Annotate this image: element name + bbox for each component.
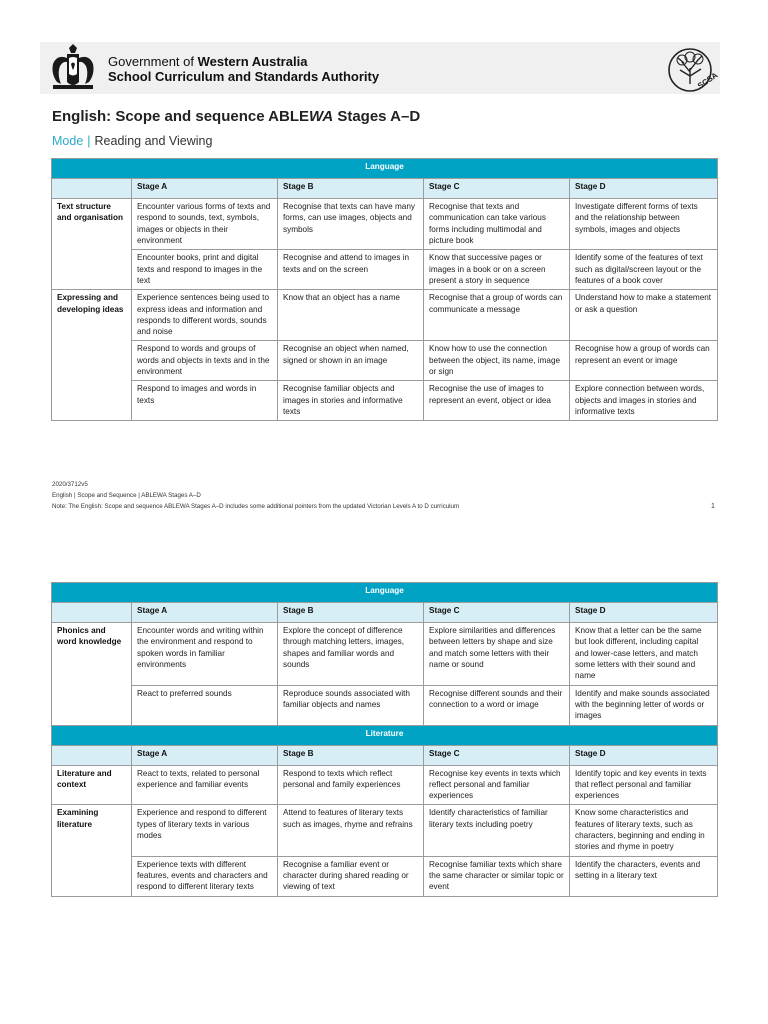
section-header-row xyxy=(52,159,718,179)
scsa-logo-text: SCSA xyxy=(695,70,720,91)
scope-table-1 xyxy=(51,158,718,421)
stage-header-row xyxy=(52,179,718,199)
stage-header: Stage A xyxy=(132,745,278,765)
table-row xyxy=(52,341,718,381)
mode-value: Reading and Viewing xyxy=(94,134,213,148)
table-row xyxy=(52,805,718,856)
table-cell: Respond to texts which reflect personal and family experiences xyxy=(278,765,424,805)
section-header-language: Language xyxy=(52,583,718,603)
footer-doc-code: 2020/3712v5 xyxy=(52,481,88,488)
table-cell: Respond to images and words in texts xyxy=(132,381,278,421)
table-cell: Know that a letter can be the same but look different, including capital and lower-case letters, and match some letters with their sound and name xyxy=(570,623,718,686)
table-row xyxy=(52,290,718,341)
authority-name: School Curriculum and Standards Authority xyxy=(108,69,380,84)
table-cell: Encounter various forms of texts and respond to sounds, text, symbols, images or objects in their environment xyxy=(132,199,278,250)
stage-header: Stage D xyxy=(570,745,718,765)
table-cell: Explore similarities and differences between letters by shape and size and match some letters with their name or sound xyxy=(424,623,570,686)
mode-label: Mode xyxy=(52,134,84,148)
stage-header: Stage B xyxy=(278,603,424,623)
row-label: Text structure and organisation xyxy=(52,199,132,290)
table-cell: Identify some of the features of text such as digital/screen layout or the features of a book cover xyxy=(570,250,718,290)
stage-header-row xyxy=(52,745,718,765)
stage-header-blank xyxy=(52,179,132,199)
section-header-literature: Literature xyxy=(52,725,718,745)
footer-note: Note: The English: Scope and sequence ABLEWA Stages A–D includes some additional pointers from the updated Victorian Levels A to D curriculum xyxy=(52,503,460,510)
table-cell: Explore connection between words, objects and images in stories and informative texts xyxy=(570,381,718,421)
table-cell: Recognise familiar objects and images in stories and informative texts xyxy=(278,381,424,421)
row-label: Literature and context xyxy=(52,765,132,805)
table-cell: Experience and respond to different types of literary texts in various modes xyxy=(132,805,278,856)
section-header-row xyxy=(52,725,718,745)
table-cell: Encounter books, print and digital texts and respond to images in the text xyxy=(132,250,278,290)
table-cell: Reproduce sounds associated with familiar objects and names xyxy=(278,685,424,725)
table-cell: Understand how to make a statement or ask a question xyxy=(570,290,718,341)
scsa-tree-logo-icon xyxy=(664,46,720,94)
stage-header: Stage B xyxy=(278,179,424,199)
mode-line xyxy=(52,134,212,148)
stage-header: Stage C xyxy=(424,745,570,765)
table-row xyxy=(52,199,718,250)
document-title: English: Scope and sequence ABLEWA Stages A–D xyxy=(52,108,421,125)
table-cell: Know some characteristics and features of literary texts, such as characters, beginning and ending in stories and rhyme in poetry xyxy=(570,805,718,856)
stage-header: Stage A xyxy=(132,179,278,199)
table-cell: Recognise the use of images to represent an event, object or idea xyxy=(424,381,570,421)
table-cell: Recognise how a group of words can represent an event or image xyxy=(570,341,718,381)
table-row xyxy=(52,250,718,290)
stage-header: Stage B xyxy=(278,745,424,765)
stage-header-blank xyxy=(52,603,132,623)
scope-table-2 xyxy=(51,582,718,897)
table-cell: Recognise an object when named, signed or shown in an image xyxy=(278,341,424,381)
table-row xyxy=(52,381,718,421)
table-cell: Identify topic and key events in texts that reflect personal and familiar experiences xyxy=(570,765,718,805)
table-row xyxy=(52,765,718,805)
table-cell: Recognise different sounds and their connection to a word or image xyxy=(424,685,570,725)
table-cell: Recognise that a group of words can communicate a message xyxy=(424,290,570,341)
table-cell: Know that successive pages or images in a book or on a screen present a story in sequence xyxy=(424,250,570,290)
table-cell: Recognise that texts can have many forms, can use images, objects and symbols xyxy=(278,199,424,250)
table-cell: Recognise that texts and communication can take various forms including multimodal and picture book xyxy=(424,199,570,250)
row-label: Expressing and developing ideas xyxy=(52,290,132,421)
stage-header: Stage C xyxy=(424,603,570,623)
table-cell: Recognise a familiar event or character during shared reading or viewing of text xyxy=(278,856,424,896)
stage-header: Stage C xyxy=(424,179,570,199)
table-cell: Encounter words and writing within the environment and respond to spoken words in familiar environments xyxy=(132,623,278,686)
table-cell: Experience texts with different features, events and characters and respond to different literary texts xyxy=(132,856,278,896)
section-header-language: Language xyxy=(52,159,718,179)
page-number: 1 xyxy=(711,503,715,510)
table-cell: Attend to features of literary texts such as images, rhyme and refrains xyxy=(278,805,424,856)
table-cell: Know how to use the connection between the object, its name, image or sign xyxy=(424,341,570,381)
table-cell: Identify and make sounds associated with the beginning letter of words or images xyxy=(570,685,718,725)
table-cell: Recognise and attend to images in texts and on the screen xyxy=(278,250,424,290)
stage-header: Stage D xyxy=(570,179,718,199)
stage-header-row xyxy=(52,603,718,623)
table-cell: Identify the characters, events and setting in a literary text xyxy=(570,856,718,896)
table-cell: React to preferred sounds xyxy=(132,685,278,725)
table-cell: Recognise key events in texts which reflect personal and familiar experiences xyxy=(424,765,570,805)
table-cell: Identify characteristics of familiar literary texts including poetry xyxy=(424,805,570,856)
table-cell: Recognise familiar texts which share the same character or similar topic or event xyxy=(424,856,570,896)
table-row xyxy=(52,856,718,896)
table-cell: Explore the concept of difference through matching letters, images, shapes and familiar words and sounds xyxy=(278,623,424,686)
table-row xyxy=(52,685,718,725)
mode-separator: | xyxy=(87,134,91,148)
government-name: Government of Western Australia xyxy=(108,54,308,69)
stage-header-blank xyxy=(52,745,132,765)
footer-doc-title: English | Scope and Sequence | ABLEWA Stages A–D xyxy=(52,492,201,499)
wa-government-crest-icon xyxy=(47,44,99,92)
table-cell: Know that an object has a name xyxy=(278,290,424,341)
section-header-row xyxy=(52,583,718,603)
table-cell: React to texts, related to personal experience and familiar events xyxy=(132,765,278,805)
table-cell: Experience sentences being used to express ideas and information and responds to different words, sounds and noise xyxy=(132,290,278,341)
stage-header: Stage D xyxy=(570,603,718,623)
table-row xyxy=(52,623,718,686)
table-cell: Investigate different forms of texts and the relationship between symbols, images and objects xyxy=(570,199,718,250)
stage-header: Stage A xyxy=(132,603,278,623)
row-label: Examining literature xyxy=(52,805,132,896)
row-label: Phonics and word knowledge xyxy=(52,623,132,726)
table-cell: Respond to words and groups of words and objects in texts and in the environment xyxy=(132,341,278,381)
